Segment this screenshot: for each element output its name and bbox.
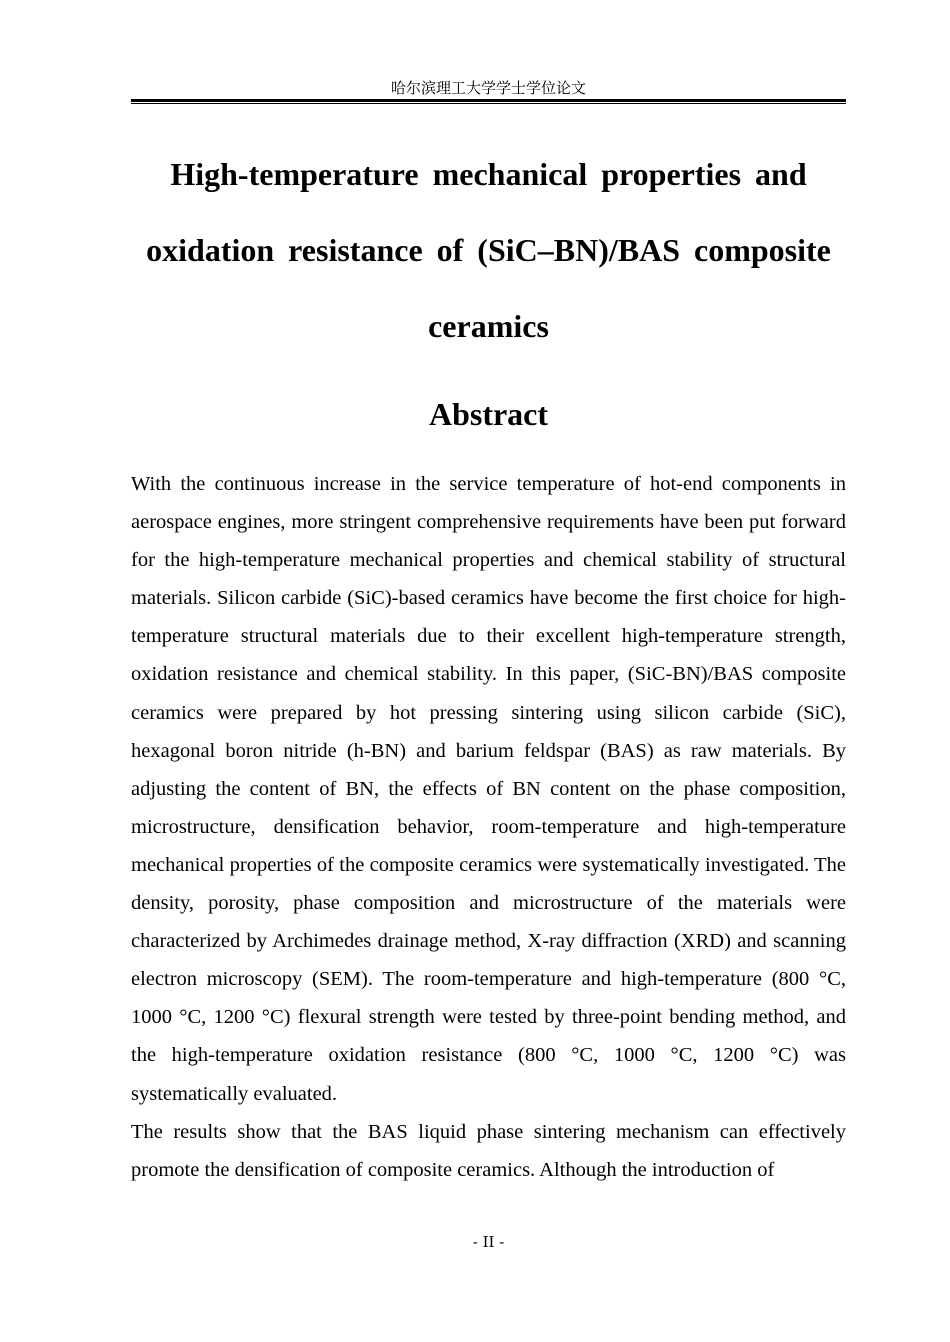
paper-title: High-temperature mechanical properties and oxidation resistance of (SiC–BN)/BAS composite ceramics — [146, 156, 831, 344]
abstract-heading: Abstract — [428, 396, 549, 432]
page-number: - II - — [472, 1233, 505, 1251]
header-rule-thin — [131, 103, 846, 104]
abstract-body — [131, 465, 846, 1229]
abstract-paragraph-2: The results show that the BAS liquid phase sintering mechanism can effectively promote the densification of composite ceramics. Although the introduction of — [131, 1120, 846, 1181]
header-rule — [131, 99, 846, 102]
running-header: 哈尔滨理工大学学士学位论文 — [390, 79, 586, 97]
abstract-paragraph-1: With the continuous increase in the service temperature of hot-end components in aerospace engines, more stringent comprehensive requirements have been put forward for the high-temperature mechanical properties and chemical stability of structural materials. Silicon carbide (SiC)-based ceramics have become the first choice for high-temperature structural materials due to their excellent high-temperature strength, oxidation resistance and chemical stability. In this paper, (SiC-BN)/BAS composite ceramics were prepared by hot pressing sintering using silicon carbide (SiC), hexagonal boron nitride (h-BN) and barium feldspar (BAS) as raw materials. By adjusting the content of BN, the effects of BN content on the phase composition, microstructure, densification behavior, room-temperature and high-temperature mechanical properties of the composite ceramics were systematically investigated. The density, porosity, phase composition and microstructure of the materials were characterized by Archimedes drainage method, X-ray diffraction (XRD) and scanning electron microscopy (SEM). The room-temperature and high-temperature (800 °C, 1000 °C, 1200 °C) flexural strength were tested by three-point bending method, and the high-temperature oxidation resistance (800 °C, 1000 °C, 1200 °C) was systematically evaluated. — [131, 473, 846, 1105]
